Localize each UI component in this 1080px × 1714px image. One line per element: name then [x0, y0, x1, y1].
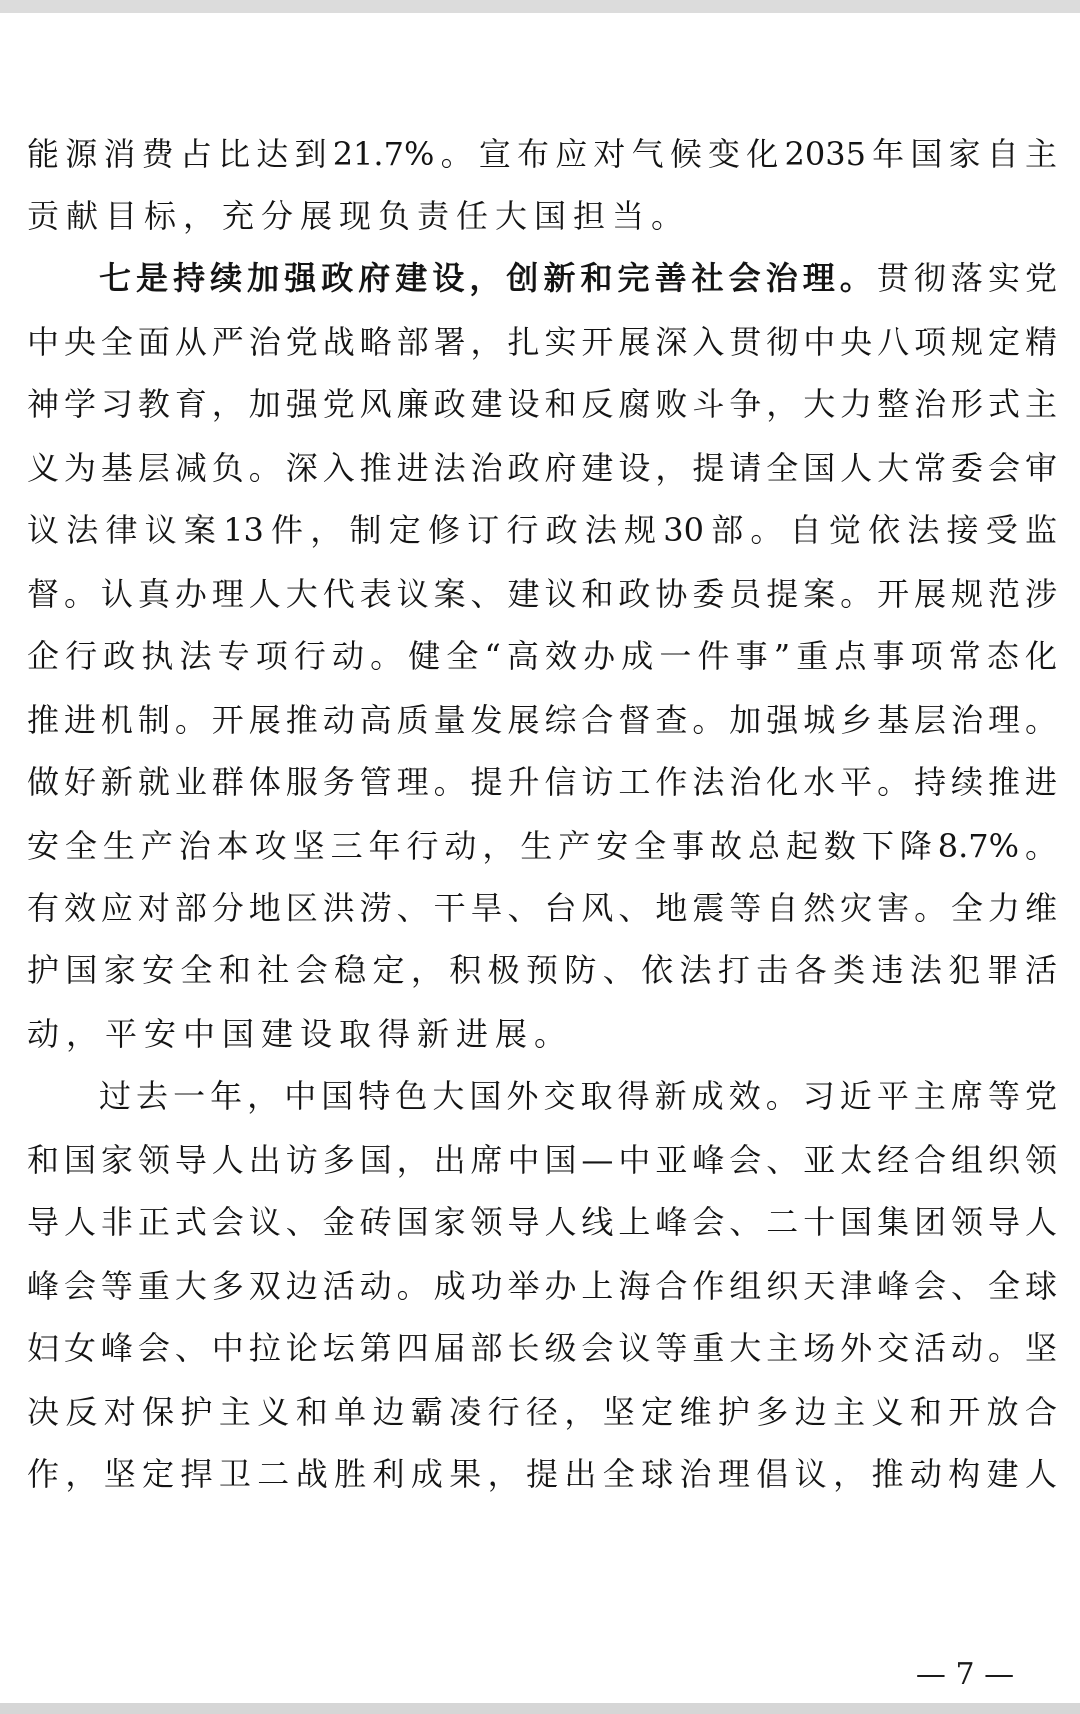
text-line: 督。认真办理人大代表议案、建议和政协委员提案。开展规范涉 — [27, 575, 1057, 613]
text-line: 中央全面从严治党战略部署，扎实开展深入贯彻中央八项规定精 — [27, 323, 1057, 361]
text-line: 护国家安全和社会稳定，积极预防、依法打击各类违法犯罪活 — [27, 951, 1057, 989]
text-line: 有效应对部分地区洪涝、干旱、台风、地震等自然灾害。全力维 — [27, 889, 1057, 927]
section-heading: 七是持续加强政府建设，创新和完善社会治理。 — [99, 259, 877, 297]
text-line: 过去一年，中国特色大国外交取得新成效。习近平主席等党 — [99, 1077, 1057, 1115]
top-border — [0, 0, 1080, 13]
text-line: 决反对保护主义和单边霸凌行径，坚定维护多边主义和开放合 — [27, 1393, 1057, 1431]
text-line: 神学习教育，加强党风廉政建设和反腐败斗争，大力整治形式主 — [27, 385, 1057, 423]
text-line: 导人非正式会议、金砖国家领导人线上峰会、二十国集团领导人 — [27, 1203, 1057, 1241]
text-line: 和国家领导人出访多国，出席中国—中亚峰会、亚太经合组织领 — [27, 1141, 1057, 1179]
text-line: 动，平安中国建设取得新进展。 — [27, 1015, 574, 1053]
text-line: 能源消费占比达到21.7%。宣布应对气候变化2035年国家自主 — [27, 135, 1057, 173]
text-line: 贡献目标，充分展现负责任大国担当。 — [27, 197, 691, 235]
text-line: 议法律议案13件，制定修订行政法规30部。自觉依法接受监 — [27, 511, 1057, 549]
text-line: 贯彻落实党 — [876, 259, 1057, 297]
text-line: 峰会等重大多双边活动。成功举办上海合作组织天津峰会、全球 — [27, 1267, 1057, 1305]
text-line: 义为基层减负。深入推进法治政府建设，提请全国人大常委会审 — [27, 449, 1057, 487]
bottom-border — [0, 1703, 1080, 1714]
text-line: 作，坚定捍卫二战胜利成果，提出全球治理倡议，推动构建人 — [27, 1455, 1057, 1493]
text-line: 安全生产治本攻坚三年行动，生产安全事故总起数下降8.7%。 — [27, 827, 1057, 865]
text-line: 做好新就业群体服务管理。提升信访工作法治化水平。持续推进 — [27, 763, 1057, 801]
text-line: 推进机制。开展推动高质量发展综合督查。加强城乡基层治理。 — [27, 701, 1057, 739]
document-page — [0, 13, 1080, 1703]
text-line: 妇女峰会、中拉论坛第四届部长级会议等重大主场外交活动。坚 — [27, 1329, 1057, 1367]
paragraph-line-with-heading — [99, 250, 1057, 306]
page-number: — 7 — — [915, 1657, 1015, 1692]
text-line: 企行政执法专项行动。健全“高效办成一件事”重点事项常态化 — [27, 637, 1057, 675]
